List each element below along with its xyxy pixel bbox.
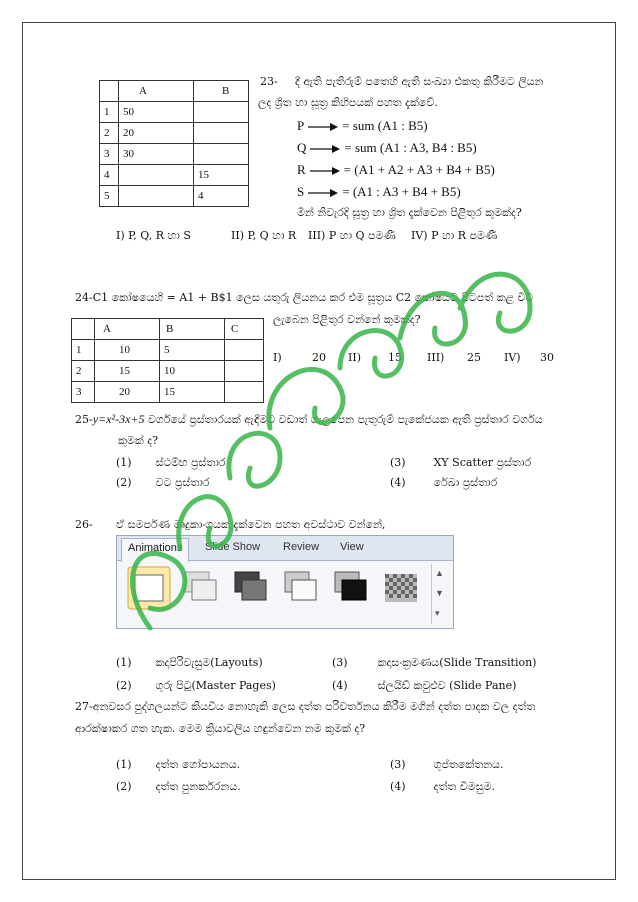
cell: 20 xyxy=(95,382,160,403)
option-num: (2) xyxy=(116,679,132,692)
scroll-up-icon[interactable]: ▲ xyxy=(435,568,444,578)
row-num: 1 xyxy=(100,102,119,123)
formula-label: Q xyxy=(297,140,307,155)
cell xyxy=(194,102,249,123)
q23-number: 23- xyxy=(260,75,278,88)
tab-slide-show[interactable]: Slide Show xyxy=(205,541,261,553)
q26-option-1 xyxy=(116,656,263,670)
row-num: 2 xyxy=(72,361,95,382)
transition-wipe-icon[interactable] xyxy=(279,566,323,610)
q24-header-corner xyxy=(72,319,95,340)
option-num: (1) xyxy=(116,456,132,469)
q24-option-2-val: 15 xyxy=(388,351,402,364)
q25-equation: y=x²-3x+5 xyxy=(92,412,145,426)
option-num: (2) xyxy=(116,476,132,489)
q26-option-3 xyxy=(332,656,536,670)
formula-text: = sum (A1 : A3, B4 : B5) xyxy=(344,140,477,155)
q23-question: මින් නිවැරදි සූත්‍ර හා ශ්‍රිත දැක්වෙන පිළිතුර කුමක්ද? xyxy=(297,206,522,219)
option-num: (2) xyxy=(116,780,132,793)
arrow-icon xyxy=(308,122,338,132)
cell: 20 xyxy=(119,123,194,144)
q24-header-b: B xyxy=(160,319,225,340)
option-text: ගුප්තකේතනය. xyxy=(433,758,504,771)
arrow-icon xyxy=(308,188,338,198)
row-num: 1 xyxy=(72,340,95,361)
option-num: (3) xyxy=(332,656,348,669)
more-icon[interactable]: ▾ xyxy=(435,608,440,618)
ribbon-tab-bar xyxy=(117,536,453,561)
q25-prefix: 25- xyxy=(75,413,93,426)
q23-formula-p xyxy=(297,118,428,134)
q23-option-2: II) P, Q හා R xyxy=(231,229,297,242)
q25-line2: කුමක් ද? xyxy=(118,434,159,447)
q24-option-3-num: III) xyxy=(427,351,445,364)
q26-text: ඒ සමර්පණ මෘදුකාංගයක දැක්වෙන පහත අවස්ථාව වන්නේ, xyxy=(116,518,386,531)
option-text: ස්ථම්භ ප්‍රස්තාර xyxy=(155,456,226,469)
cell: 4 xyxy=(194,186,249,207)
cell xyxy=(119,165,194,186)
ribbon-screenshot xyxy=(116,535,454,629)
cell: 5 xyxy=(160,340,225,361)
option-text: දත්ත පුනර්කරනය. xyxy=(155,780,241,793)
q27-option-2 xyxy=(116,780,241,794)
q24-option-1-num: I) xyxy=(273,351,282,364)
q23-option-3: III) P හා Q පමණී xyxy=(308,229,396,242)
tab-view[interactable]: View xyxy=(340,541,364,553)
gallery-scrollbar[interactable] xyxy=(431,564,448,624)
row-num: 5 xyxy=(100,186,119,207)
scroll-down-icon[interactable]: ▼ xyxy=(435,588,444,598)
q25-line1 xyxy=(75,412,543,427)
q25-option-1 xyxy=(116,456,226,470)
transition-dissolve-icon[interactable] xyxy=(229,566,273,610)
transition-none-icon[interactable] xyxy=(127,566,171,610)
transition-cut-icon[interactable] xyxy=(329,566,373,610)
cell: 15 xyxy=(194,165,249,186)
option-num: (1) xyxy=(116,758,132,771)
q25-option-3 xyxy=(390,456,531,470)
transition-gallery xyxy=(127,564,427,624)
arrow-icon xyxy=(310,144,340,154)
q26-option-2 xyxy=(116,679,276,693)
q23-formula-s xyxy=(297,184,461,200)
q24-table xyxy=(71,318,264,403)
cell xyxy=(225,340,264,361)
cell: 50 xyxy=(119,102,194,123)
q23-formula-r xyxy=(297,162,495,178)
q23-formula-q xyxy=(297,140,477,156)
row-num: 2 xyxy=(100,123,119,144)
q27-line2: ආරක්ෂාකර ගත හැක. මෙම ක්‍රියාවලිය හඳුන්වෙන නම කුමක් ද? xyxy=(75,722,366,735)
cell: 10 xyxy=(95,340,160,361)
row-num: 3 xyxy=(100,144,119,165)
cell: 15 xyxy=(160,382,225,403)
q26-number: 26- xyxy=(75,518,93,531)
option-num: (1) xyxy=(116,656,132,669)
q24-option-4-num: IV) xyxy=(504,351,521,364)
option-text: දත්ත ගෝපායනය. xyxy=(155,758,241,771)
formula-label: S xyxy=(297,184,305,199)
option-text: ගුරු පිටු(Master Pages) xyxy=(155,679,276,692)
cell xyxy=(225,361,264,382)
q25-option-2 xyxy=(116,476,209,490)
row-num: 4 xyxy=(100,165,119,186)
option-text: රේඛා ප්‍රස්තාර xyxy=(433,476,498,489)
q27-option-4 xyxy=(390,780,495,794)
q23-option-1: I) P, Q, R හා S xyxy=(116,229,191,242)
option-text: කදාපිරිවැසුම(Layouts) xyxy=(155,656,263,669)
formula-text: = (A1 : A3 + B4 + B5) xyxy=(342,184,461,199)
formula-label: P xyxy=(297,118,305,133)
cell: 30 xyxy=(119,144,194,165)
option-text: XY Scatter ප්‍රස්තාර xyxy=(433,456,532,469)
q24-option-2-num: II) xyxy=(348,351,361,364)
q25-line1-rest: වර්ගයේ ප්‍රස්තාරයක් ඇඳීමට වඩාත් ගැලපෙන පැතුරුම් පැකේජයක ඇති ප්‍රස්තාර වර්ගය xyxy=(148,413,543,426)
cell xyxy=(194,144,249,165)
formula-text: = sum (A1 : B5) xyxy=(342,118,428,133)
transition-checker-icon[interactable] xyxy=(379,566,423,610)
q23-option-4: IV) P හා R පමණී xyxy=(411,229,498,242)
arrow-icon xyxy=(310,166,340,176)
option-text: දත්ත විමසුම. xyxy=(433,780,495,793)
option-num: (4) xyxy=(390,476,406,489)
cell xyxy=(194,123,249,144)
q23-header-a: A xyxy=(119,81,194,102)
q26-option-4 xyxy=(332,679,516,693)
option-num: (4) xyxy=(332,679,348,692)
option-text: වට ප්‍රස්තාර xyxy=(155,476,210,489)
tab-review[interactable]: Review xyxy=(283,541,320,553)
option-num: (4) xyxy=(390,780,406,793)
q27-line1: 27-අනවසර පුද්ගලයන්ට කියවිය නොහැකි ලෙස දත්ත පරිවර්තනය කිරීම මගින් දත්ත පාදක වල දත්ත xyxy=(75,700,536,713)
q27-option-1 xyxy=(116,758,240,772)
option-num: (3) xyxy=(390,758,406,771)
q24-header-a: A xyxy=(95,319,160,340)
q24-line1: 24-C1 කෝෂයෙහි = A1 + B$1 ලෙස යතුරු ලියනය කර එම සූත්‍රය C2 කෝෂයට පිටපත් කළ විට xyxy=(75,291,534,304)
q24-option-4-val: 30 xyxy=(540,351,554,364)
formula-text: = (A1 + A2 + A3 + B4 + B5) xyxy=(343,162,495,177)
tab-animations[interactable]: Animations xyxy=(121,538,189,562)
q25-option-4 xyxy=(390,476,497,490)
q23-intro-line2: ලද ශ්‍රිත හා සූත්‍ර කිහිපයක් පහත දැක්වේ. xyxy=(258,96,438,109)
q24-line2: ලැබෙන පිළිතුර වන්නේ කුමක්ද? xyxy=(273,313,421,326)
option-text: ස්ලයිඩ් කවුළුව (Slide Pane) xyxy=(377,679,517,692)
cell: 10 xyxy=(160,361,225,382)
q23-header-b: B xyxy=(194,81,249,102)
q23-intro-line1: දී ඇති පැතිරුම් පතෙහි ඇති සංඛ්‍යා එකතු කිරීමට ලියන xyxy=(295,75,544,88)
formula-label: R xyxy=(297,162,306,177)
q23-table xyxy=(99,80,249,207)
q24-header-c: C xyxy=(225,319,264,340)
q24-option-3-val: 25 xyxy=(467,351,481,364)
q27-option-3 xyxy=(390,758,504,772)
option-text: කදාසංක්‍රමණය(Slide Transition) xyxy=(377,656,537,669)
option-num: (3) xyxy=(390,456,406,469)
cell xyxy=(119,186,194,207)
cell: 15 xyxy=(95,361,160,382)
transition-fade-icon[interactable] xyxy=(179,566,223,610)
q23-header-corner xyxy=(100,81,119,102)
q24-option-1-val: 20 xyxy=(312,351,326,364)
cell xyxy=(225,382,264,403)
row-num: 3 xyxy=(72,382,95,403)
